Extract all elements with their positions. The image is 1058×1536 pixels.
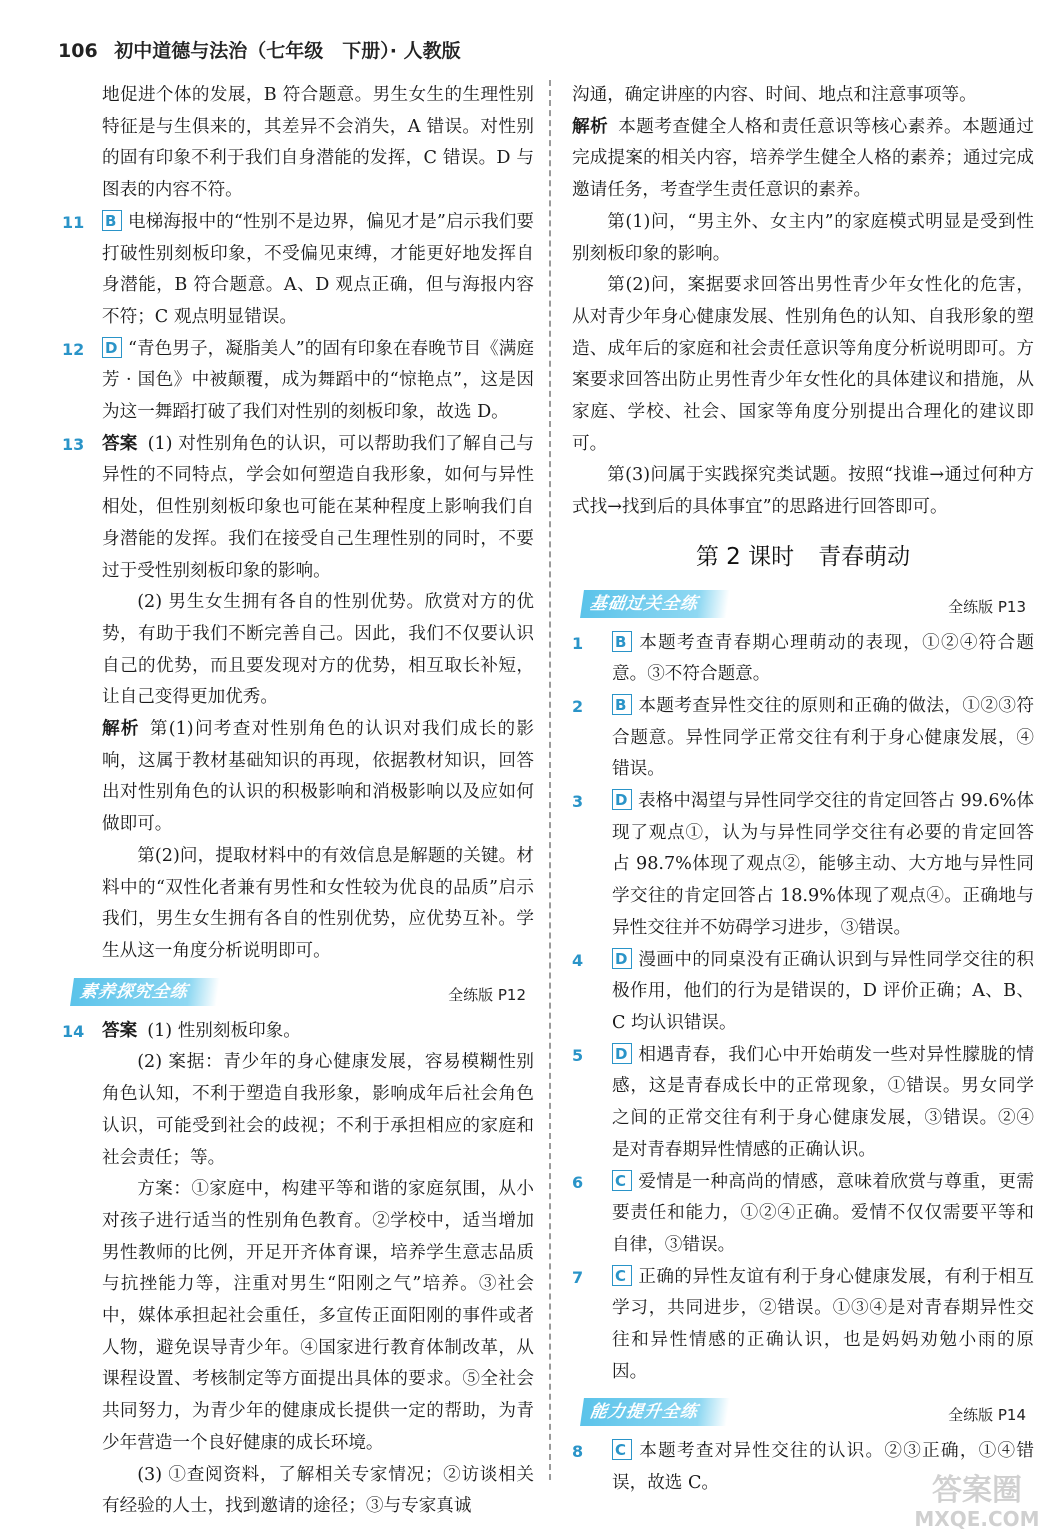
item-number: 6 (572, 1172, 584, 1192)
answer-letter: D (612, 1043, 632, 1064)
analysis-text: 本题考查健全人格和责任意识等核心素养。本题通过完成提案的相关内容，培养学生健全人格的素养；通过完成邀请任务，考查学生责任意识的素养。 (572, 116, 1034, 201)
analysis-4: 第(3)问属于实践探究类试题。按照“找谁→通过何种方式找→找到后的具体事宜”的思路进行回答即可。 (572, 465, 1034, 518)
answer-letter: D (612, 789, 632, 810)
answer-letter: B (102, 210, 122, 231)
section-label: 素养探究全练 (70, 978, 220, 1006)
watermark-line-1: 答案圈 (932, 1473, 1022, 1508)
answer-label: 答案 (102, 1020, 138, 1041)
item-number: 2 (572, 696, 584, 716)
lesson-name: 青春萌动 (818, 543, 911, 570)
section-page-ref: 全练版 P14 (948, 1406, 1026, 1425)
answer-item-1 (572, 628, 1034, 691)
answer-part-2: (2) 案据：青少年的身心健康发展，容易模糊性别角色认知，不利于塑造自我形象，影响成年后社会角色认识，可能受到社会的歧视；不利于承担相应的家庭和社会责任；等。 (102, 1052, 534, 1168)
lesson-number: 第 2 课时 (695, 543, 795, 570)
answer-label: 答案 (102, 433, 138, 454)
analysis-1 (62, 714, 534, 841)
item-text: 电梯海报中的“性别不是边界，偏见才是”启示我们要打破性别刻板印象，不受偏见束缚，才能更好地发挥自身潜能，B 符合题意。A、D 观点正确，但与海报内容不符；C 观点明显错误。 (102, 211, 534, 327)
answer-item-7 (572, 1262, 1034, 1389)
answer-item-4 (572, 945, 1034, 1040)
answer-item-3 (572, 786, 1034, 945)
section-page-ref: 全练版 P12 (448, 985, 526, 1004)
item-number: 12 (62, 339, 85, 359)
section-label: 基础过关全练 (580, 590, 730, 618)
analysis-2: 第(2)问，提取材料中的有效信息是解题的关键。材料中的“双性化者兼有男性和女性较为优良的品质”启示我们，男生女生拥有各自的性别优势，应优势互补。学生从这一角度分析说明即可。 (102, 845, 534, 961)
analysis-label: 解析 (102, 719, 140, 740)
watermark-line-2: MXQE.COM (914, 1507, 1040, 1531)
item-text: 本题考查异性交往的原则和正确的做法，①②③符合题意。异性同学正常交往有利于身心健康发展，④错误。 (612, 695, 1034, 780)
analysis-text: 第(1)问考查对性别角色的认识对我们成长的影响，这属于教材基础知识的再现，依据教材知识，回答出对性别角色的认识的积极影响和消极影响以及应如何做即可。 (102, 719, 534, 835)
page-number: 106 (58, 40, 98, 62)
item-number: 3 (572, 792, 584, 812)
section-page-ref: 全练版 P13 (948, 597, 1026, 616)
item-number: 7 (572, 1267, 584, 1287)
answer-part-1: (1) 性别刻板印象。 (147, 1020, 301, 1041)
answer-letter: D (102, 337, 122, 358)
analysis-2: 第(1)问，“男主外、女主内”的家庭模式明显是受到性别刻板印象的影响。 (572, 211, 1034, 264)
answer-part-3: 方案：①家庭中，构建平等和谐的家庭氛围，从小对孩子进行适当的性别角色教育。②学校中，适当增加男性教师的比例，开足开齐体育课，培养学生意志品质与抗挫能力等，注重对男生“阳刚之气”培养。③社会中，媒体承担起社会重任，多宣传正面阳刚的事件或者人物，避免误导青少年。④国家进行教育体制改革，从课程设置、考核制定等方面提出具体的要求。⑤全社会共同努力，为青少年的健康成长提供一定的帮助，为青少年营造一个良好健康的成长环境。 (102, 1179, 534, 1453)
answer-letter: C (612, 1439, 632, 1460)
answer-item-14 (62, 1016, 534, 1048)
item-number: 5 (572, 1045, 584, 1065)
column-divider (549, 80, 551, 1480)
continued-text: 沟通，确定讲座的内容、时间、地点和注意事项等。 (572, 85, 977, 105)
answer-item-13 (62, 429, 534, 588)
item-number: 11 (62, 212, 85, 232)
lesson-title (572, 542, 1034, 574)
answer-letter: C (612, 1265, 632, 1286)
answer-letter: B (612, 694, 632, 715)
item-text: 表格中渴望与异性同学交往的肯定回答占 99.6%体现了观点①，认为与异性同学交往有必要的肯定回答占 98.7%体现了观点②，能够主动、大方地与异性同学交往的肯定回答占 18.9%体现了观点④。正确地与异性交往并不妨碍学习进步，③错误。 (612, 791, 1034, 938)
answer-text-2: (2) 男生女生拥有各自的性别优势。欣赏对方的优势，有助于我们不断完善自己。因此，我们不仅要认识自己的优势，而且要发现对方的优势，相互取长补短，让自己变得更加优秀。 (102, 592, 534, 708)
answer-item-11 (62, 207, 534, 334)
item-number: 14 (62, 1021, 85, 1041)
left-column (62, 80, 534, 1523)
item-text: 本题考查对异性交往的认识。②③正确，①④错误，故选 C。 (612, 1441, 1034, 1494)
item-text: “青色男子，凝脂美人”的固有印象在春晚节目《满庭芳 · 国色》中被颠覆，成为舞蹈中的“惊艳点”，这是因为这一舞蹈打破了我们对性别的刻板印象，故选 D。 (102, 338, 534, 423)
answer-item-2 (572, 691, 1034, 786)
analysis-1 (572, 112, 1034, 207)
item-number: 13 (62, 434, 85, 454)
item-text: 相遇青春，我们心中开始萌发一些对异性朦胧的情感，这是青春成长中的正常现象，①错误。男女同学之间的正常交往有利于身心健康发展，③错误。②④是对青春期异性情感的正确认识。 (612, 1044, 1034, 1160)
section-header-ability (572, 1396, 1034, 1430)
item-text: 爱情是一种高尚的情感，意味着欣赏与尊重，更需要责任和能力，①②④正确。爱情不仅仅需要平等和自律，③错误。 (612, 1171, 1034, 1255)
item-text: 正确的异性友谊有利于身心健康发展，有利于相互学习，共同进步，②错误。①③④是对青春期异性交往和异性情感的正确认识，也是妈妈劝勉小雨的原因。 (612, 1266, 1034, 1382)
analysis-3: 第(2)问，案据要求回答出男性青少年女性化的危害，从对青少年身心健康发展、性别角色的认知、自我形象的塑造、成年后的家庭和社会责任意识等角度分析说明即可。方案要求回答出防止男性青少年女性化的具体建议和措施，从家庭、学校、社会、国家等角度分别提出合理化的建议即可。 (572, 275, 1034, 454)
section-header-basics (572, 588, 1034, 622)
answer-letter: C (612, 1170, 632, 1191)
item-number: 8 (572, 1442, 584, 1462)
section-header-literacy (62, 976, 534, 1010)
continued-text: 地促进个体的发展，B 符合题意。男生女生的生理性别特征是与生俱来的，其差异不会消失，A 错误。对性别的固有印象不利于我们自身潜能的发挥，C 错误。D 与图表的内容不符。 (102, 85, 534, 201)
answer-text-1: (1) 对性别角色的认识，可以帮助我们了解自己与异性的不同特点，学会如何塑造自我形象，如何与异性相处，但性别刻板印象也可能在某种程度上影响我们自身潜能的发挥。我们在接受自己生理性别的同时，不要过于受性别刻板印象的影响。 (102, 433, 534, 581)
answer-letter: B (612, 631, 632, 652)
answer-part-4: (3) ①查阅资料，了解相关专家情况；②访谈相关有经验的人士，找到邀请的途径；③与专家真诚 (102, 1464, 534, 1517)
right-column (572, 80, 1034, 1500)
site-watermark (902, 1466, 1052, 1532)
item-text: 本题考查青春期心理萌动的表现，①②④符合题意。③不符合题意。 (612, 632, 1034, 685)
answer-item-5 (572, 1040, 1034, 1167)
page-header (58, 36, 461, 63)
book-title: 初中道德与法治（七年级 下册）· 人教版 (114, 40, 461, 62)
item-text: 漫画中的同桌没有正确认识到与异性同学交往的积极作用，他们的行为是错误的，D 评价正确；A、B、C 均认识错误。 (612, 949, 1034, 1033)
analysis-label: 解析 (572, 116, 609, 137)
section-label: 能力提升全练 (580, 1398, 730, 1426)
item-number: 4 (572, 950, 584, 970)
item-number: 1 (572, 633, 584, 653)
answer-item-6 (572, 1167, 1034, 1262)
answer-item-12 (62, 334, 534, 429)
answer-letter: D (612, 948, 632, 969)
